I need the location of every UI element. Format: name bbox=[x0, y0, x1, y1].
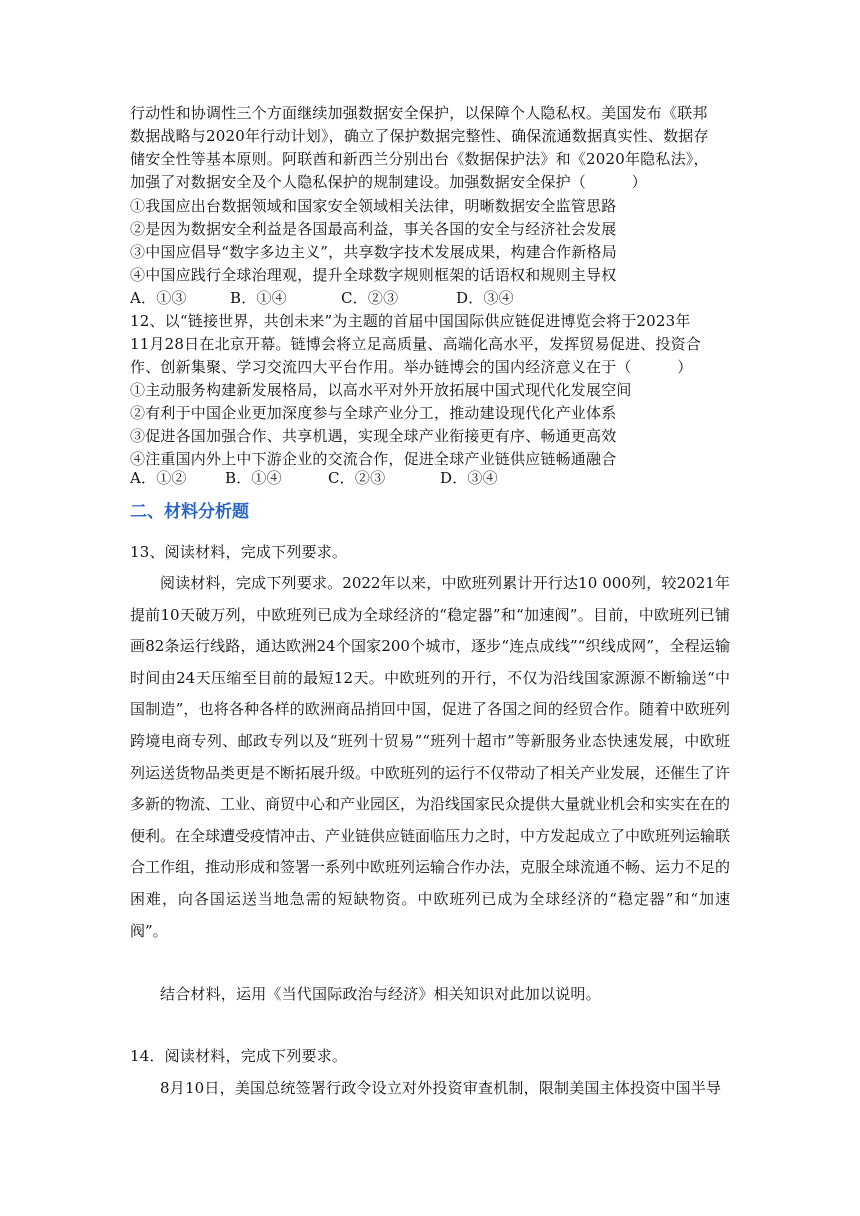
q11-options bbox=[130, 287, 514, 309]
q12-option-c: C．②③ bbox=[328, 469, 386, 487]
q11-option-a: A．①③ bbox=[130, 289, 187, 307]
q12-item-2: ②有利于中国企业更加深度参与全球产业分工，推动建设现代化产业体系 bbox=[130, 404, 617, 422]
q14-material-start: 8月10日，美国总统签署行政令设立对外投资审查机制，限制美国主体投资中国半导 bbox=[160, 1079, 722, 1097]
q11-option-c: C．②③ bbox=[341, 289, 399, 307]
section-heading: 二、材料分析题 bbox=[130, 502, 249, 522]
q12-item-4: ④注重国内外上中下游企业的交流合作，促进全球产业链供应链畅通融合 bbox=[130, 450, 617, 468]
q11-item-4: ④中国应践行全球治理观，提升全球数字规则框架的话语权和规则主导权 bbox=[130, 266, 617, 284]
q14-title: 14．阅读材料，完成下列要求。 bbox=[130, 1047, 348, 1065]
q12-option-b: B．①④ bbox=[225, 469, 282, 487]
q12-stem-line-1: 12、以“链接世界，共创未来”为主题的首届中国国际供应链促进博览会将于2023年 bbox=[130, 312, 691, 330]
q13-material: 阅读材料，完成下列要求。2022年以来，中欧班列累计开行达10 000列，较2021年提前10天破万列，中欧班列已成为全球经济的“稳定器”和“加速阀”。目前，中欧班列已铺画82条运行线路，通达欧洲24个国家200个城市，逐步“连点成线”“织线成网”，全程运输时间由24天压缩至目前的最短12天。中欧班列的开行，不仅为沿线国家源源不断输送“中国制造”，也将各种各样的欧洲商品捎回中国，促进了各国之间的经贸合作。随着中欧班列跨境电商专列、邮政专列以及“班列十贸易”“班列十超市”等新服务业态快速发展，中欧班列运送货物品类更是不断拓展升级。中欧班列的运行不仅带动了相关产业发展，还催生了许多新的物流、工业、商贸中心和产业园区，为沿线国家民众提供大量就业机会和实实在在的便利。在全球遭受疫情冲击、产业链供应链面临压力之时，中方发起成立了中欧班列运输联合工作组，推动形成和签署一系列中欧班列运输合作办法，克服全球流通不畅、运力不足的困难，向各国运送当地急需的短缺物资。中欧班列已成为全球经济的“稳定器”和“加速阀”。 bbox=[130, 574, 731, 940]
q12-stem-line-2: 11月28日在北京开幕。链博会将立足高质量、高端化高水平，发挥贸易促进、投资合 bbox=[130, 335, 701, 353]
q11-stem-line-1: 行动性和协调性三个方面继续加强数据安全保护，以保障个人隐私权。美国发布《联邦 bbox=[130, 104, 708, 122]
q11-option-d: D．③④ bbox=[456, 289, 514, 307]
q12-stem-line-3: 作、创新集聚、学习交流四大平台作用。举办链博会的国内经济意义在于（ ） bbox=[130, 358, 693, 376]
q11-stem-line-4: 加强了对数据安全及个人隐私保护的规制建设。加强数据安全保护（ ） bbox=[130, 173, 647, 191]
q11-item-3: ③中国应倡导“数字多边主义”，共享数字技术发展成果，构建合作新格局 bbox=[130, 243, 617, 261]
q12-item-3: ③促进各国加强合作、共享机遇，实现全球产业衔接更有序、畅通更高效 bbox=[130, 427, 617, 445]
q11-stem-line-3: 储安全性等基本原则。阿联酋和新西兰分别出台《数据保护法》和《2020年隐私法》， bbox=[130, 150, 709, 168]
q12-option-d: D．③④ bbox=[440, 469, 498, 487]
q11-item-2: ②是因为数据安全利益是各国最高利益，事关各国的安全与经济社会发展 bbox=[130, 220, 617, 238]
q12-options bbox=[130, 467, 498, 489]
q12-item-1: ①主动服务构建新发展格局，以高水平对外开放拓展中国式现代化发展空间 bbox=[130, 381, 632, 399]
q13-title: 13、阅读材料，完成下列要求。 bbox=[130, 543, 348, 561]
q11-item-1: ①我国应出台数据领域和国家安全领域相关法律，明晰数据安全监管思路 bbox=[130, 197, 617, 215]
q11-stem-line-2: 数据战略与2020年行动计划》，确立了保护数据完整性、确保流通数据真实性、数据存 bbox=[130, 127, 709, 145]
q12-option-a: A．①② bbox=[130, 469, 187, 487]
q13-question: 结合材料，运用《当代国际政治与经济》相关知识对此加以说明。 bbox=[160, 985, 601, 1003]
q11-option-b: B．①④ bbox=[230, 289, 287, 307]
